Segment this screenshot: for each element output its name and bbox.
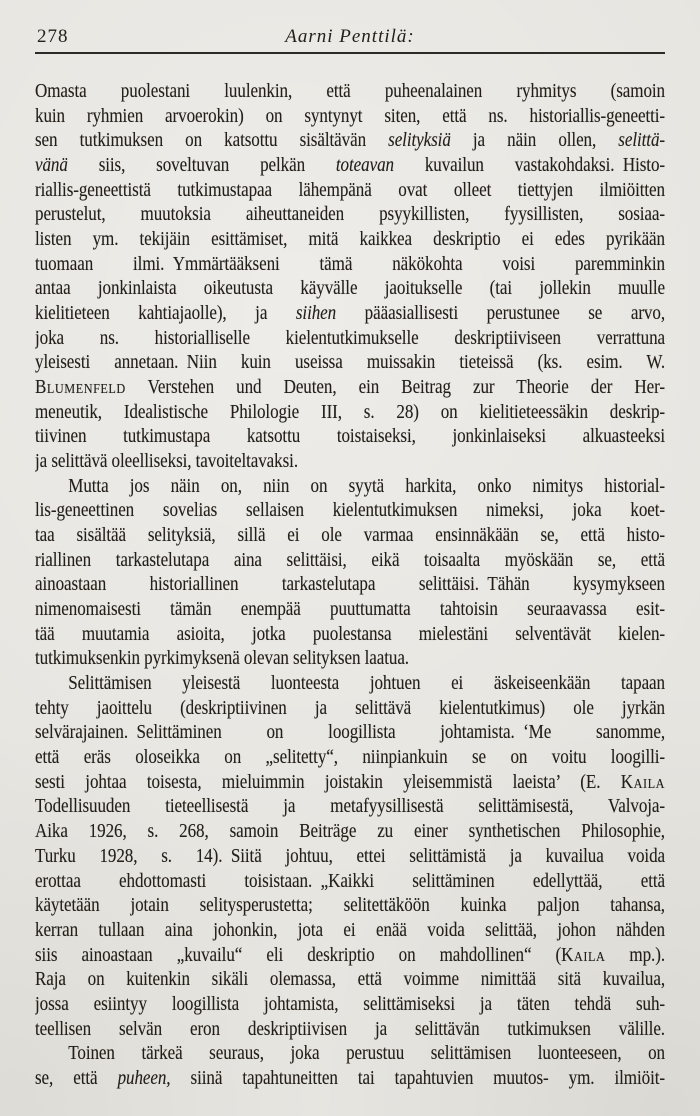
text-line (35, 919, 665, 944)
text-line (35, 302, 665, 327)
text-segment: nimenomaisesti tämän enempää puuttumatta tahtoisin seuraavassa esit- (35, 599, 665, 621)
text-segment: Verstehen und Deuten, ein Beitrag zur Theorie der Her- (125, 377, 665, 399)
text-segment: Aika 1926, s. 268, samoin Beiträge zu einer synthetischen Philosophie, (35, 821, 665, 843)
text-segment: ja selittävä oleelliseksi, tavoiteltavaksi. (35, 451, 299, 473)
text-segment: tää muutamia asioita, jotka puolestansa mielestäni selventävät kielen- (35, 623, 665, 645)
text-segment: Selittämisen yleisestä luonteesta johtuen ei äskeiseenkään tapaan (68, 673, 665, 695)
text-segment: se, että (35, 1067, 118, 1089)
text-line (35, 376, 665, 401)
text-line (35, 524, 665, 549)
text-line (35, 327, 665, 352)
text-segment: Mutta jos näin on, niin on syytä harkita, onko nimitys historial- (68, 475, 665, 497)
text-segment: perustelut, muutoksia aiheuttaneiden psyykillisten, fyysillisten, sosiaa- (35, 204, 665, 226)
text-segment: tutkimuksenkin pyrkimyksenä olevan selityksen laatua. (35, 648, 409, 670)
text-segment: tiivinen tutkimustapa katsottu toistaiseksi, jonkinlaiseksi alkuasteeksi (35, 426, 665, 448)
text-line (35, 672, 665, 697)
text-line (35, 253, 665, 278)
text-segment: riallis-geneettistä tutkimustapaa lähempänä ovat olleet tiettyjen ilmiöitten (35, 179, 665, 201)
text-segment: taa sisältää selityksiä, sillä ei ole varmaa ensinnäkään se, että histo- (35, 525, 665, 547)
text-line (35, 228, 665, 253)
text-line (35, 499, 665, 524)
text-segment: Turku 1928, s. 14). Siitä johtuu, ettei selittämistä ja kuvailua voida (35, 845, 665, 867)
text-segment: siinä tapahtuneitten tai tapahtuvien muutos- ym. ilmiöit- (170, 1067, 665, 1089)
paragraph (35, 80, 665, 475)
text-segment: meneutik, Idealistische Philologie III, s. 28) on kielitieteessäkin deskrip- (35, 401, 665, 423)
text-line (35, 968, 665, 993)
running-title: Aarni Penttilä: (285, 26, 415, 47)
text-line (35, 894, 665, 919)
text-line (35, 154, 665, 179)
text-segment: selvärajainen. Selittäminen on loogillista johtamista. ‘Me sanomme, (35, 722, 665, 744)
text-segment: kuin ryhmien arvoerokin) on syntynyt siten, että ns. historiallis-geneetti- (35, 105, 665, 127)
text-line (35, 425, 665, 450)
text-segment: käytetään jotain selitysperustetta; selitettäköön kuinka paljon tahansa, (35, 895, 665, 917)
text-line (35, 771, 665, 796)
text-segment: kuvailun vastakohdaksi. Histo- (393, 155, 665, 177)
text-segment: siis, soveltuvan pelkän (67, 155, 336, 177)
text-segment: Raja on kuitenkin sikäli olemassa, että voimme nimittää sitä kuvailua, (35, 969, 665, 991)
page-number: 278 (37, 26, 69, 47)
text-segment: tuomaan ilmi. Ymmärtääkseni tämä näkökohta voisi paremminkin (35, 253, 665, 275)
text-line (35, 105, 665, 130)
text-line (35, 475, 665, 500)
text-segment: jossa esiintyy loogillista johtamista, selittämiseksi ja täten tehdä suh- (35, 993, 665, 1015)
text-segment: kerran tullaan aina johonkin, jota ei enää voida selittää, johon nähden (35, 919, 665, 941)
text-line (35, 1042, 665, 1067)
text-segment: mp.). (605, 944, 665, 966)
text-segment: sesti johtaa toisesta, mieluimmin joistakin yleisemmistä laeista’ (E. (35, 771, 621, 793)
text-line (35, 277, 665, 302)
text-line (35, 549, 665, 574)
paragraph (35, 475, 665, 672)
text-segment: joka ns. historialliselle kielentutkimukselle deskriptiiviseen verrattuna (35, 327, 665, 349)
text-line (35, 1067, 665, 1092)
text-line (35, 401, 665, 426)
text-line (35, 697, 665, 722)
text-line (35, 647, 665, 672)
text-line (35, 598, 665, 623)
smallcaps-name-segment: Blumenfeld (35, 377, 126, 399)
text-line (35, 203, 665, 228)
text-line (35, 129, 665, 154)
text-segment: lis-geneettinen sovelias sellaisen kielentutkimuksen nimeksi, joka koet- (35, 500, 665, 522)
text-line (35, 623, 665, 648)
text-segment: ja näin ollen, (450, 130, 619, 152)
paragraph (35, 672, 665, 1042)
text-line (35, 795, 665, 820)
italic-segment: vänä (35, 155, 68, 177)
italic-segment: siihen (295, 303, 337, 325)
text-segment: kielitieteen kahtiajaolle), ja (35, 303, 296, 325)
text-segment: teellisen selvän eron deskriptiivisen ja selittävän tutkimuksen välille. (35, 1018, 665, 1040)
italic-segment: toteavan (335, 155, 394, 177)
text-line (35, 870, 665, 895)
italic-segment: selittä- (618, 130, 665, 152)
text-segment: listen ym. tekijäin esittämiset, mitä kaikkea deskriptio ei edes pyrikään (35, 229, 665, 251)
italic-segment: selityksiä (388, 130, 451, 152)
text-line (35, 944, 665, 969)
page-body (35, 80, 665, 1092)
scanned-page (35, 0, 665, 1092)
text-segment: sen tutkimuksen on katsottu sisältävän (35, 130, 389, 152)
smallcaps-name-segment: Kaila (561, 944, 606, 966)
smallcaps-name-segment: Kaila (620, 771, 665, 793)
text-line (35, 820, 665, 845)
text-segment: siis ainoastaan „kuvailu“ eli deskriptio on mahdollinen“ ( (35, 944, 562, 966)
text-line (35, 351, 665, 376)
text-segment: että eräs oloseikka on „selitetty“, niinpiankuin se on voitu loogilli- (35, 747, 665, 769)
page-header (35, 26, 665, 51)
text-line (35, 1018, 665, 1043)
text-segment: yleisesti annetaan. Niin kuin useissa muissakin tieteissä (ks. esim. W. (35, 352, 665, 374)
text-line (35, 721, 665, 746)
text-line (35, 845, 665, 870)
text-segment: pääasiallisesti perustunee se arvo, (336, 303, 665, 325)
text-segment: ainoastaan historiallinen tarkastelutapa selittäisi. Tähän kysymykseen (35, 574, 665, 596)
text-line (35, 450, 665, 475)
text-line (35, 573, 665, 598)
text-segment: Omasta puolestani luulenkin, että puheenalainen ryhmitys (samoin (35, 81, 665, 102)
text-line (35, 746, 665, 771)
text-line (35, 80, 665, 105)
text-line (35, 179, 665, 204)
paragraph (35, 1042, 665, 1091)
text-segment: antaa jonkinlaista oikeutusta käyvälle jaoitukselle (tai jollekin muulle (35, 278, 665, 300)
text-segment: Toinen tärkeä seuraus, joka perustuu selittämisen luonteeseen, on (68, 1043, 665, 1065)
italic-segment: puheen, (117, 1067, 171, 1089)
text-segment: Todellisuuden tieteellisestä ja metafyysillisestä selittämisestä, Valvoja- (35, 796, 665, 818)
text-segment: tehty jaoittelu (deskriptiivinen ja selittävä kielentutkimus) ole jyrkän (35, 697, 665, 719)
text-line (35, 993, 665, 1018)
text-segment: erottaa ehdottomasti toisistaan. „Kaikki selittäminen edellyttää, että (35, 870, 665, 892)
header-rule (35, 52, 665, 54)
text-segment: riallinen tarkastelutapa aina selittäisi, eikä toisaalta myöskään se, että (35, 549, 665, 571)
